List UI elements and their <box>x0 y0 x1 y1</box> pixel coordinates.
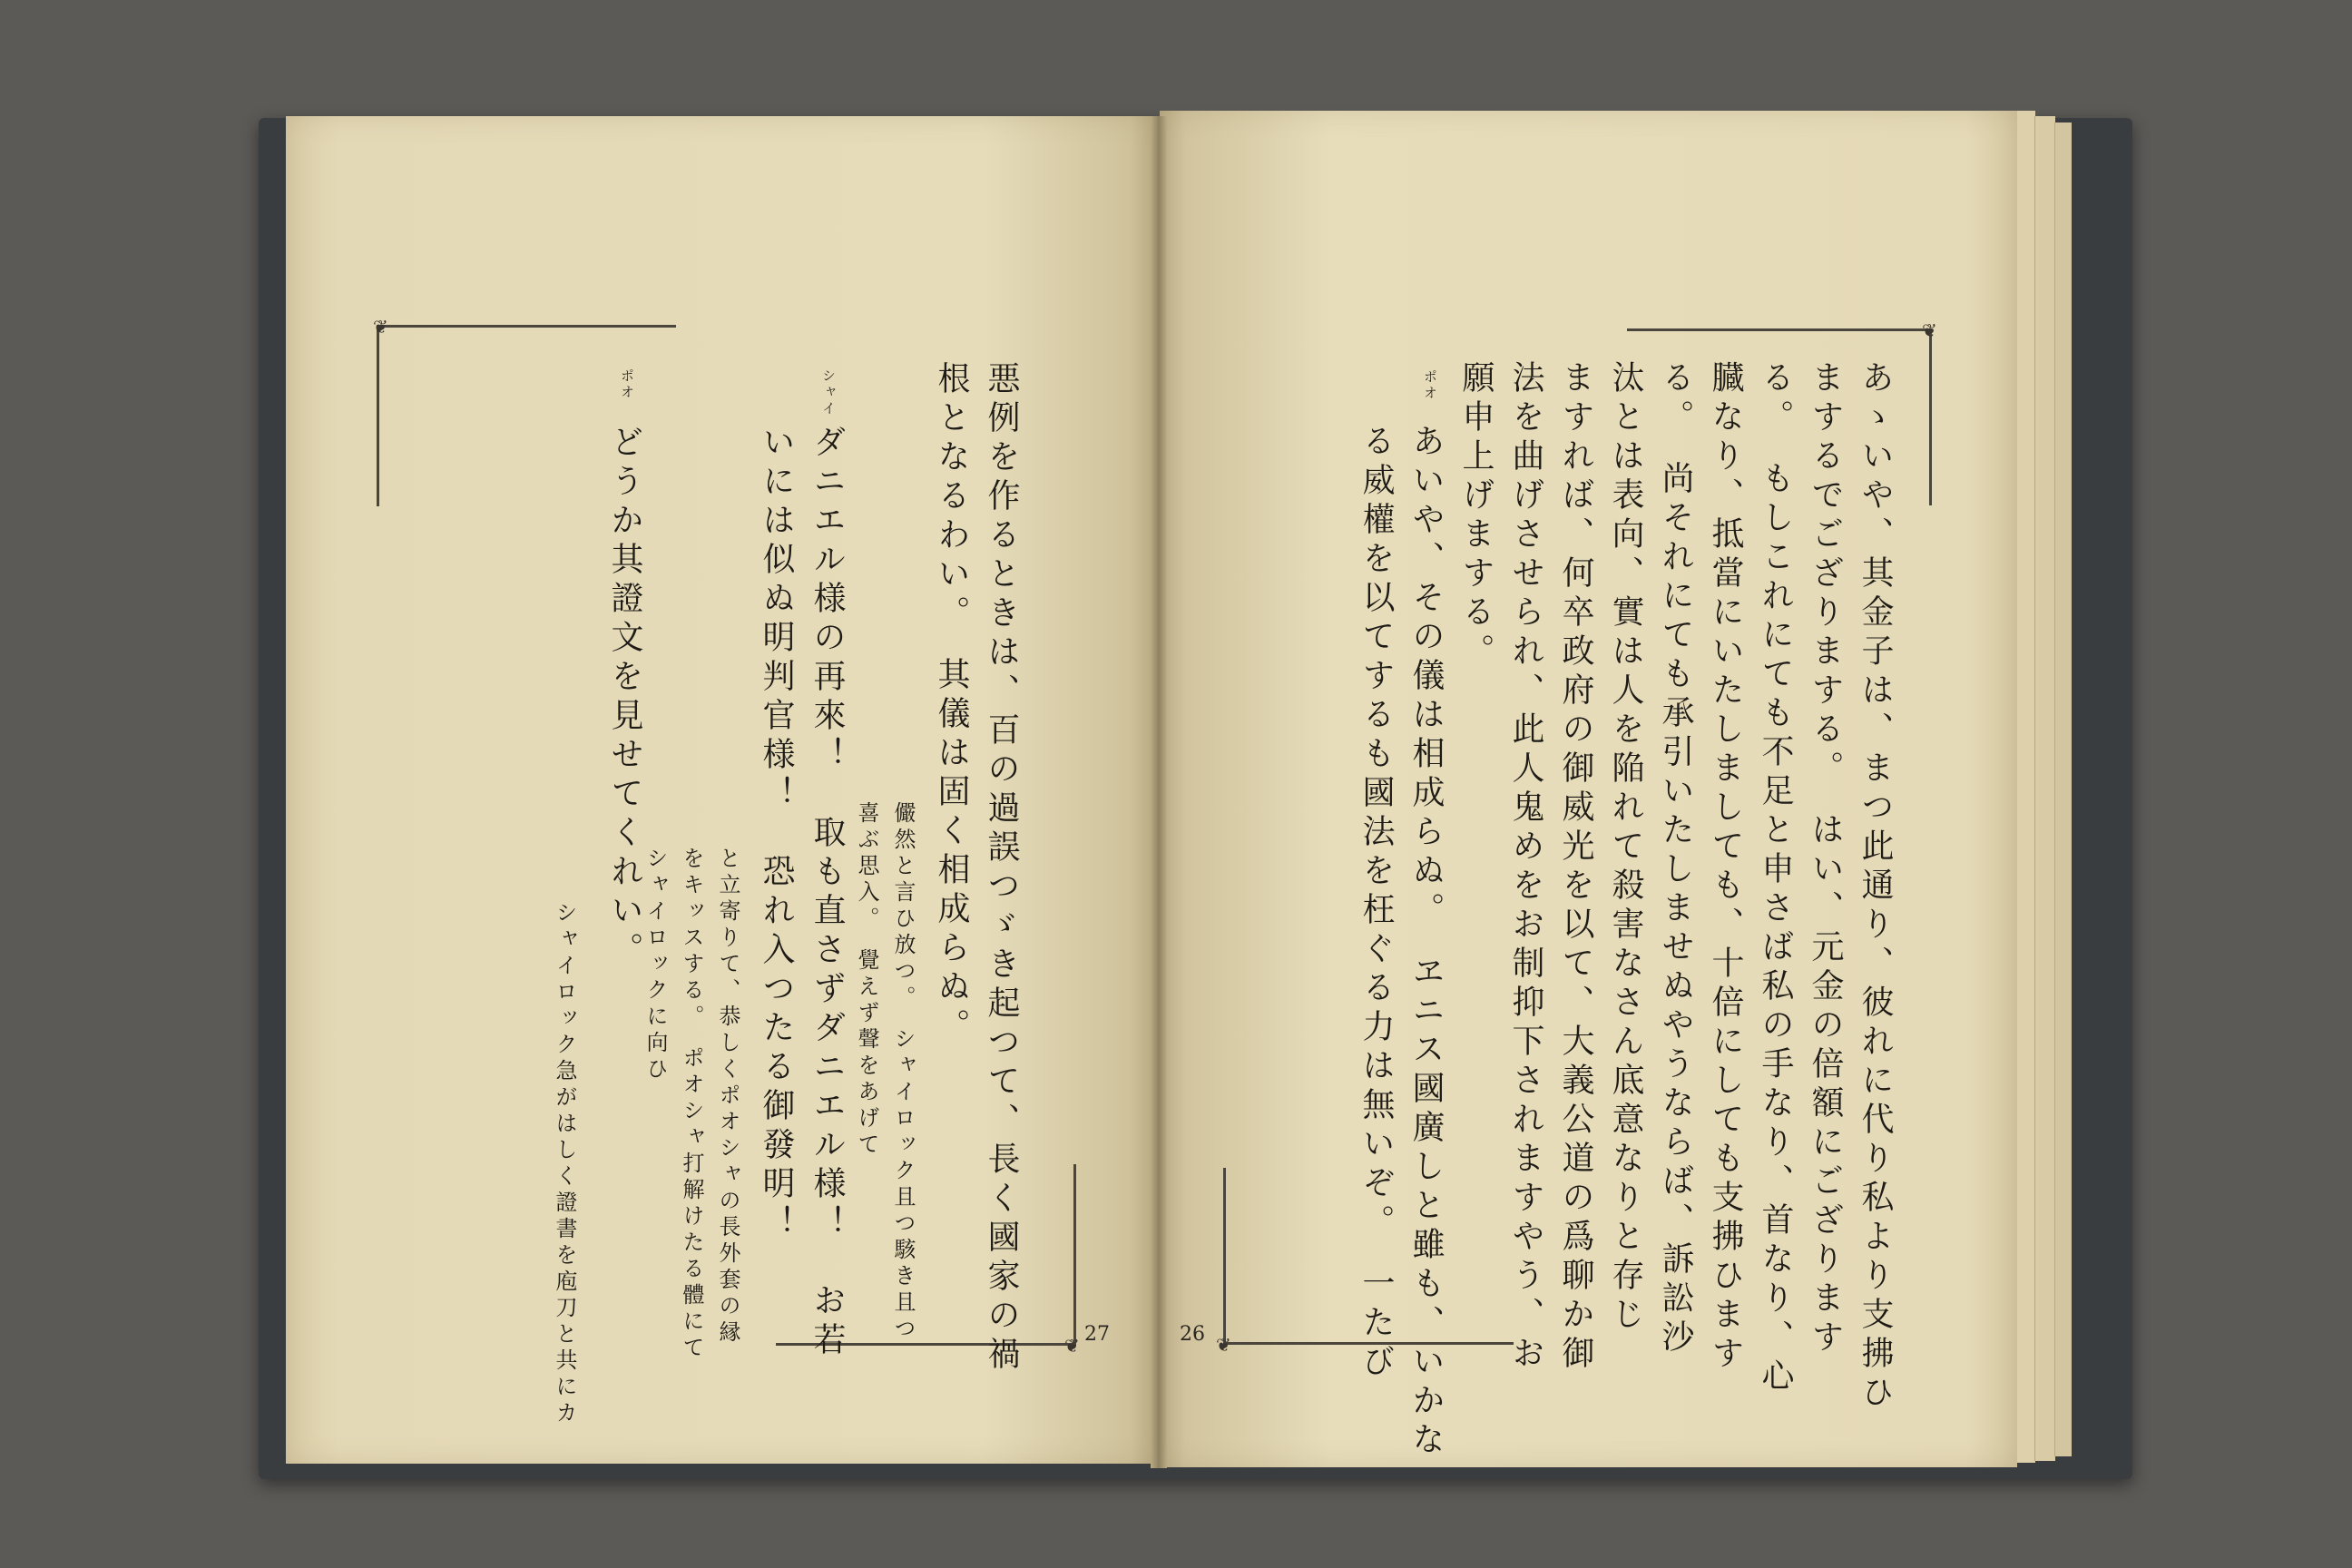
text-column: あいや、その儀は相成らぬ。 ヱニス國廣しと雖も、いかな <box>1407 424 1445 1461</box>
stage-direction-column: をキッスする。 ポオシャ打解けたる體にて <box>679 847 704 1362</box>
text-column: ますれば、何卒政府の御威光を以て、大義公道の爲聊か御 <box>1557 360 1594 1375</box>
text-column: る。 もしこれにても不足と申さば私の手なり、首なり、心 <box>1757 360 1794 1397</box>
text-column: 法を曲げさせられ、此人鬼めをお制抑下されますやう、お <box>1507 360 1544 1375</box>
frame-top-left <box>377 325 676 328</box>
frame-top-right <box>1627 328 1931 331</box>
stage-direction-column: シャイロック急がはしく證書を庖刀と共にカ <box>552 901 577 1427</box>
left-page <box>286 116 1157 1464</box>
text-column: 願申上げまする。 <box>1457 360 1494 672</box>
stage-direction-column: 喜ぶ思入。 覺えず聲をあげて <box>854 801 879 1159</box>
frame-right-vertical <box>1073 1164 1076 1346</box>
frame-corner-ornament: ❦ <box>1064 1335 1080 1357</box>
page-number: 26 <box>1180 1323 1205 1346</box>
text-column: 汰とは表向、實は人を陥れて殺害なさん底意なりと存じ <box>1607 360 1644 1336</box>
stage-direction-column: 儼然と言ひ放つ。 シャイロック且つ駭き且つ <box>890 801 916 1343</box>
text-column: る威權を以てするも國法を枉ぐる力は無いぞ。 一たび <box>1357 424 1395 1383</box>
speaker-label: ポオ <box>619 368 635 401</box>
stage-direction-column: シャイロックに向ひ <box>642 847 668 1083</box>
text-column: あゝいや、其金子は、まつ此通り、彼れに代り私より支拂ひ <box>1857 360 1894 1414</box>
text-column: 臓なり、抵當にいたしましても、十倍にしても支拂ひます <box>1707 360 1744 1375</box>
speaker-label: ポオ <box>1422 369 1438 402</box>
text-column: 悪例を作るときは、百の過誤つゞき起つて、長く國家の禍 <box>983 361 1020 1376</box>
stage-direction-column: と立寄りて、恭しくポオシャの長外套の縁 <box>715 847 740 1347</box>
frame-corner-ornament: ❦ <box>373 316 388 338</box>
right-page <box>1160 111 2017 1467</box>
text-column: いには似ぬ明判官様！ 恐れ入つたる御發明！ <box>758 425 795 1244</box>
page-number: 27 <box>1084 1323 1110 1346</box>
frame-right-vertical <box>1929 328 1932 505</box>
frame-left-vertical <box>377 325 379 506</box>
frame-corner-ornament: ❦ <box>1922 319 1937 341</box>
text-column: ダニエル様の再來！ 取も直さずダニエル様！ お若 <box>808 425 846 1361</box>
text-column: 根となるわい。 其儀は固く相成らぬ。 <box>933 361 970 1047</box>
text-column: まするでござりまする。 はい、元金の倍額にござります <box>1807 360 1844 1358</box>
text-column: どうか其證文を見せてくれい。 <box>606 425 643 971</box>
book-gutter <box>1151 116 1167 1468</box>
frame-left-vertical <box>1223 1168 1226 1345</box>
page-edge-3 <box>2054 122 2072 1456</box>
speaker-label: シャイ <box>820 368 837 417</box>
page-edge-2 <box>2034 116 2055 1461</box>
frame-corner-ornament: ❦ <box>1216 1334 1231 1356</box>
page-edge-1 <box>2016 111 2035 1463</box>
text-column: る。 尚それにても承引いたしませぬやうならば、訴訟沙 <box>1657 360 1694 1358</box>
